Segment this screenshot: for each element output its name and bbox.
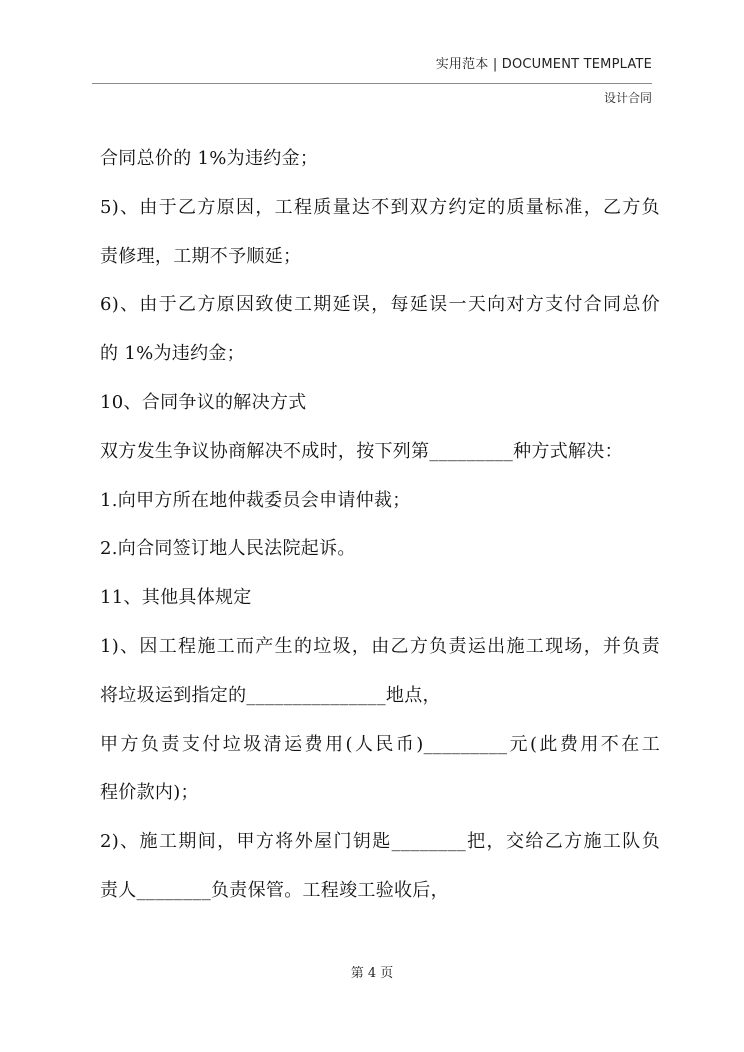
body-line: 责修理，工期不予顺延； [100, 245, 302, 267]
page-header [0, 0, 744, 110]
body-line: 双方发生争议协商解决不成时，按下列第_________种方式解决： [100, 440, 623, 462]
body-line: 6)、由于乙方原因致使工期延误，每延误一天向对方支付合同总价 [100, 294, 660, 316]
list-item: 2.向合同签订地人民法院起诉。 [100, 538, 356, 560]
body-line: 2)、施工期间，甲方将外屋门钥匙________把，交给乙方施工队负 [100, 831, 660, 853]
header-subtitle: 设计合同 [603, 91, 652, 105]
page-number: 第 4 页 [350, 966, 394, 981]
body-line: 甲方负责支付垃圾清运费用(人民币)_________元(此费用不在工 [100, 733, 660, 755]
section-heading: 10、合同争议的解决方式 [100, 391, 307, 413]
body-line: 将垃圾运到指定的_______________地点， [100, 684, 441, 706]
body-line: 5)、由于乙方原因，工程质量达不到双方约定的质量标准，乙方负 [100, 196, 660, 218]
list-item: 1.向甲方所在地仲裁委员会申请仲裁； [100, 489, 411, 511]
body-line: 程价款内)； [100, 782, 199, 804]
body-line: 1)、因工程施工而产生的垃圾，由乙方负责运出施工现场，并负责 [100, 635, 660, 657]
section-heading: 11、其他具体规定 [100, 587, 252, 609]
body-line: 合同总价的 1%为违约金； [100, 148, 319, 169]
body-line: 的 1%为违约金； [100, 343, 245, 365]
body-line: 责人________负责保管。工程竣工验收后， [100, 879, 449, 901]
document-body [100, 135, 660, 916]
header-divider [92, 83, 652, 84]
header-brand: 实用范本 | DOCUMENT TEMPLATE [435, 57, 652, 72]
